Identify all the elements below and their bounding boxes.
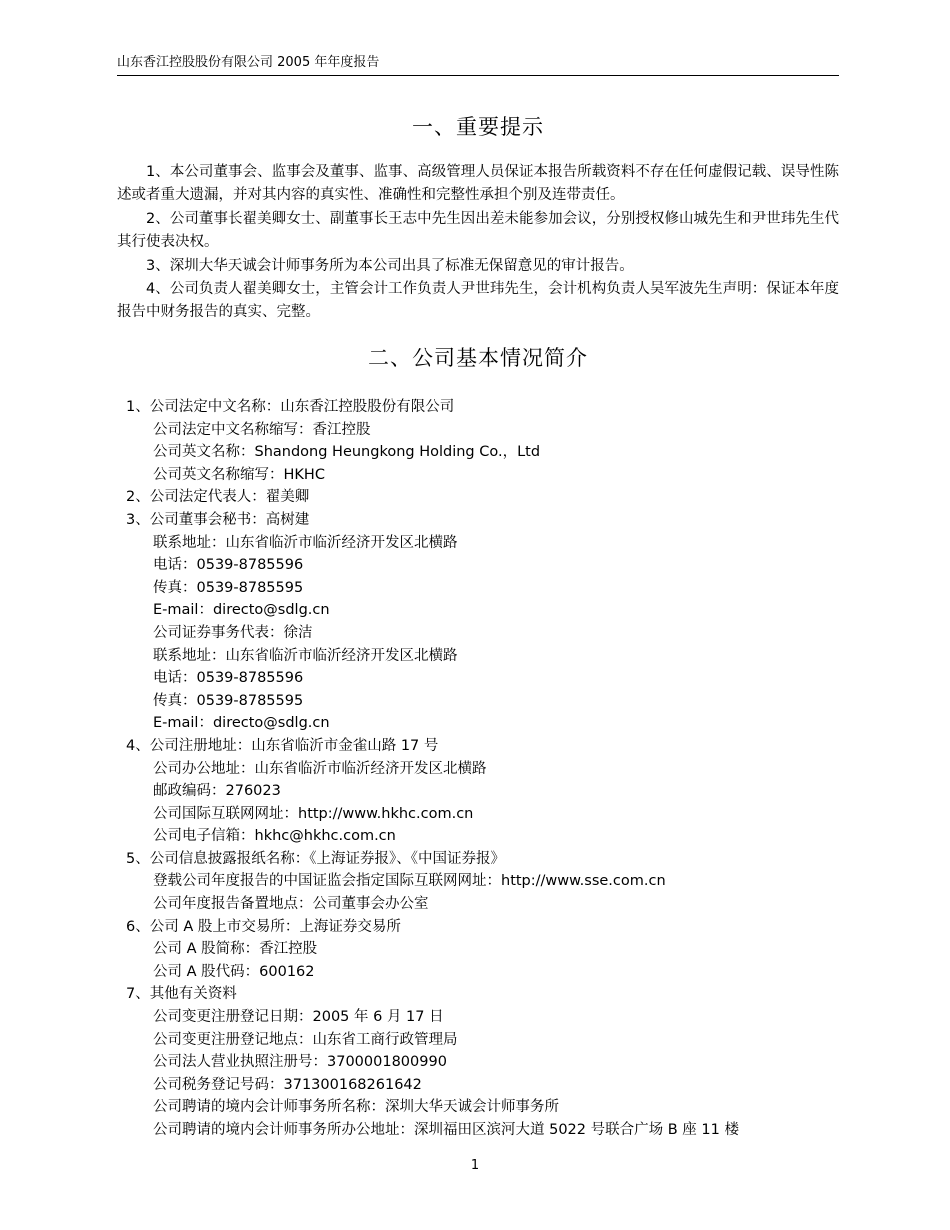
- section-title-important-notice: 一、重要提示: [412, 115, 544, 139]
- notice-paragraph-3: 3、深圳大华天诚会计师事务所为本公司出具了标准无保留意见的审计报告。: [146, 258, 634, 274]
- info-line: 公司英文名称缩写：HKHC: [153, 466, 325, 483]
- info-line: 1、公司法定中文名称：山东香江控股股份有限公司: [126, 399, 455, 415]
- info-line: 公司税务登记号码：371300168261642: [153, 1076, 422, 1093]
- section-title-company-profile: 二、公司基本情况简介: [368, 346, 588, 370]
- info-line: 公司 A 股代码：600162: [153, 963, 315, 980]
- notice-paragraph-1: 1、本公司董事会、监事会及董事、监事、高级管理人员保证本报告所载资料不存在任何虚假记载、误导性陈述或者重大遗漏，并对其内容的真实性、准确性和完整性承担个别及连带责任。: [117, 164, 839, 203]
- info-line: 公司国际互联网网址：http://www.hkhc.com.cn: [153, 805, 474, 822]
- info-line: E-mail：directo@sdlg.cn: [153, 715, 330, 732]
- info-line: 电话：0539-8785596: [153, 557, 304, 574]
- info-line: 公司法定中文名称缩写：香江控股: [153, 421, 371, 438]
- info-line: 7、其他有关资料: [126, 986, 237, 1003]
- info-line: 传真：0539-8785595: [153, 692, 304, 709]
- info-line: 联系地址：山东省临沂市临沂经济开发区北横路: [153, 534, 458, 551]
- info-line: 2、公司法定代表人：翟美卿: [126, 489, 310, 506]
- info-line: 公司电子信箱：hkhc@hkhc.com.cn: [153, 828, 396, 845]
- info-line: 公司法人营业执照注册号：3700001800990: [153, 1054, 447, 1071]
- info-line: 公司 A 股简称：香江控股: [153, 941, 318, 958]
- info-line: 登载公司年度报告的中国证监会指定国际互联网网址：http://www.sse.com.cn: [153, 873, 666, 890]
- running-header: 山东香江控股股份有限公司 2005 年年度报告: [117, 55, 380, 70]
- info-line: 6、公司 A 股上市交易所：上海证券交易所: [126, 918, 401, 935]
- info-line: 邮政编码：276023: [153, 783, 281, 800]
- company-info-list: [117, 396, 839, 1142]
- info-line: E-mail：directo@sdlg.cn: [153, 602, 330, 619]
- info-line: 5、公司信息披露报纸名称：《上海证券报》、《中国证券报》: [126, 850, 505, 867]
- info-line: 电话：0539-8785596: [153, 670, 304, 687]
- notice-paragraph-4: 4、公司负责人翟美卿女士，主管会计工作负责人尹世玮先生，会计机构负责人吴军波先生声明：保证本年度报告中财务报告的真实、完整。: [117, 281, 839, 320]
- info-line: 公司办公地址：山东省临沂市临沂经济开发区北横路: [153, 760, 487, 777]
- info-line: 公司聘请的境内会计师事务所办公地址：深圳福田区滨河大道 5022 号联合广场 B 座 11 楼: [153, 1122, 739, 1138]
- info-line: 公司年度报告备置地点：公司董事会办公室: [153, 896, 429, 913]
- info-line: 公司聘请的境内会计师事务所名称：深圳大华天诚会计师事务所: [153, 1099, 559, 1116]
- info-line: 公司变更注册登记地点：山东省工商行政管理局: [153, 1031, 458, 1048]
- info-line: 联系地址：山东省临沂市临沂经济开发区北横路: [153, 647, 458, 664]
- info-line: 4、公司注册地址：山东省临沂市金雀山路 17 号: [126, 737, 439, 754]
- info-line: 3、公司董事会秘书：高树建: [126, 511, 310, 528]
- info-line: 传真：0539-8785595: [153, 579, 304, 596]
- notice-paragraph-2: 2、公司董事长翟美卿女士、副董事长王志中先生因出差未能参加会议，分别授权修山城先生和尹世玮先生代其行使表决权。: [117, 211, 839, 250]
- info-line: 公司变更注册登记日期：2005 年 6 月 17 日: [153, 1009, 444, 1026]
- info-line: 公司证券事务代表：徐洁: [153, 624, 313, 641]
- header-divider: [117, 75, 839, 76]
- page-number: 1: [470, 1158, 480, 1173]
- info-line: 公司英文名称：Shandong Heungkong Holding Co.，Ltd: [153, 444, 541, 461]
